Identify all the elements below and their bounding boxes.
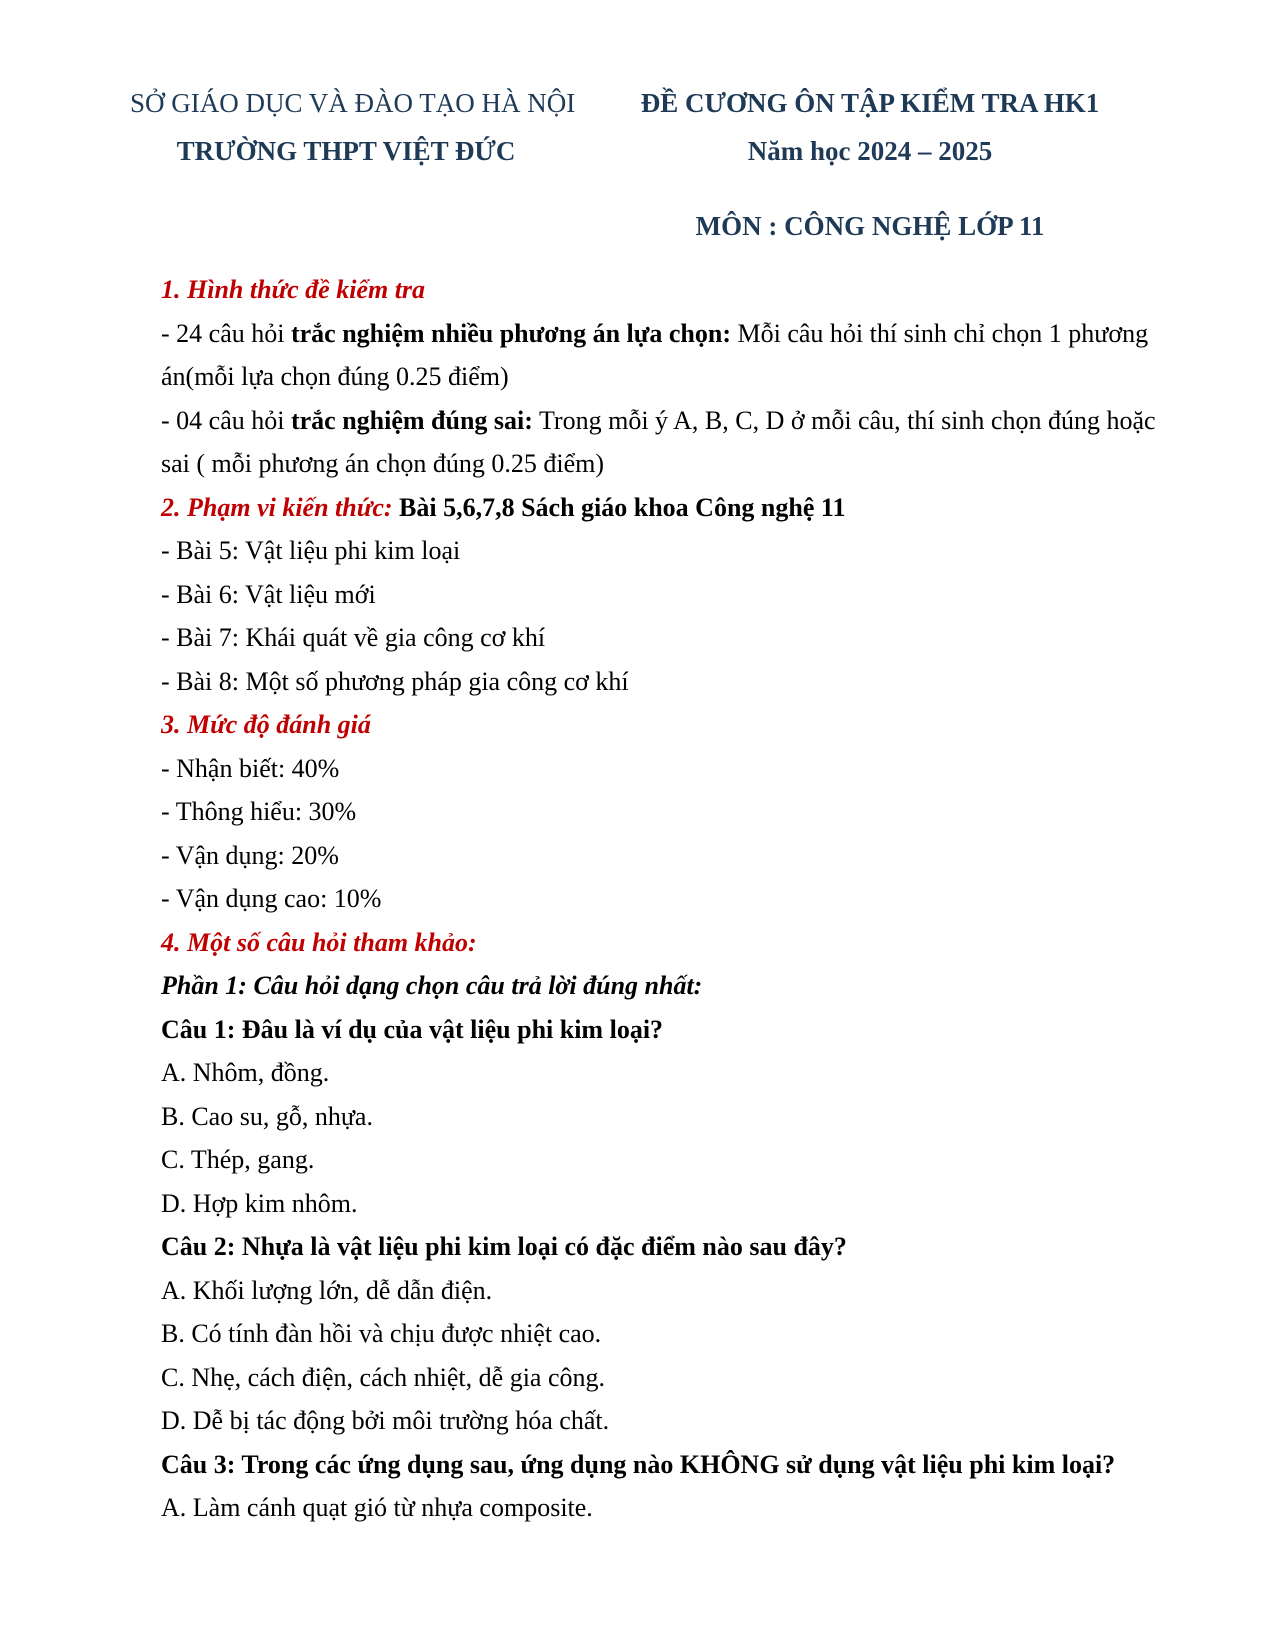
section-2-heading bbox=[161, 486, 1161, 530]
answer-option: B. Có tính đàn hồi và chịu được nhiệt cao. bbox=[161, 1319, 602, 1348]
level-item: - Vận dụng cao: 10% bbox=[161, 884, 382, 913]
document-title: ĐỀ CƯƠNG ÔN TẬP KIỂM TRA HK1 bbox=[640, 88, 1100, 118]
section-3-title: 3. Mức độ đánh giá bbox=[161, 710, 371, 739]
section-2-subtitle: Bài 5,6,7,8 Sách giáo khoa Công nghệ 11 bbox=[392, 492, 846, 522]
section-1-title: 1. Hình thức đề kiểm tra bbox=[161, 275, 426, 304]
lesson-item: - Bài 7: Khái quát về gia công cơ khí bbox=[161, 623, 546, 652]
lesson-item: - Bài 8: Một số phương pháp gia công cơ khí bbox=[161, 666, 629, 696]
dept-name: SỞ GIÁO DỤC VÀ ĐÀO TẠO HÀ NỘI bbox=[130, 88, 576, 118]
answer-option: C. Nhẹ, cách điện, cách nhiệt, dễ gia công. bbox=[161, 1362, 605, 1392]
level-item: - Vận dụng: 20% bbox=[161, 840, 339, 870]
answer-option: A. Làm cánh quạt gió từ nhựa composite. bbox=[161, 1493, 593, 1522]
section-2-title: 2. Phạm vi kiến thức: bbox=[161, 492, 393, 522]
answer-option: C. Thép, gang. bbox=[161, 1145, 315, 1174]
answer-option: D. Dễ bị tác động bởi môi trường hóa chất. bbox=[161, 1406, 610, 1435]
question-3: Câu 3: Trong các ứng dụng sau, ứng dụng nào KHÔNG sử dụng vật liệu phi kim loại? bbox=[161, 1449, 1116, 1479]
level-item: - Thông hiểu: 30% bbox=[161, 797, 357, 826]
school-year: Năm học 2024 – 2025 bbox=[747, 136, 993, 166]
answer-option: A. Nhôm, đồng. bbox=[161, 1058, 330, 1087]
answer-option: B. Cao su, gỗ, nhựa. bbox=[161, 1101, 373, 1131]
section-1-item-1: - 24 câu hỏi trắc nghiệm nhiều phương án lựa chọn: Mỗi câu hỏi thí sinh chỉ chọn 1 phương án(mỗi lựa chọn đúng 0.25 điểm) bbox=[161, 318, 1149, 391]
section-1-item-2: - 04 câu hỏi trắc nghiệm đúng sai: Trong mỗi ý A, B, C, D ở mỗi câu, thí sinh chọn đúng hoặc sai ( mỗi phương án chọn đúng 0.25 điểm) bbox=[161, 405, 1156, 478]
section-4-title: 4. Một số câu hỏi tham khảo: bbox=[161, 927, 477, 957]
lesson-item: - Bài 6: Vật liệu mới bbox=[161, 579, 376, 609]
level-item: - Nhận biết: 40% bbox=[161, 753, 340, 783]
lesson-item: - Bài 5: Vật liệu phi kim loại bbox=[161, 536, 461, 565]
answer-option: D. Hợp kim nhôm. bbox=[161, 1188, 358, 1218]
question-2: Câu 2: Nhựa là vật liệu phi kim loại có đặc điểm nào sau đây? bbox=[161, 1232, 847, 1261]
answer-option: A. Khối lượng lớn, dễ dẫn điện. bbox=[161, 1275, 493, 1305]
school-name: TRƯỜNG THPT VIỆT ĐỨC bbox=[176, 136, 516, 166]
question-1: Câu 1: Đâu là ví dụ của vật liệu phi kim loại? bbox=[161, 1014, 664, 1044]
subject-title: MÔN : CÔNG NGHỆ LỚP 11 bbox=[695, 211, 1045, 241]
document-body bbox=[161, 268, 1161, 1530]
part-1-title: Phần 1: Câu hỏi dạng chọn câu trả lời đúng nhất: bbox=[161, 971, 703, 1000]
